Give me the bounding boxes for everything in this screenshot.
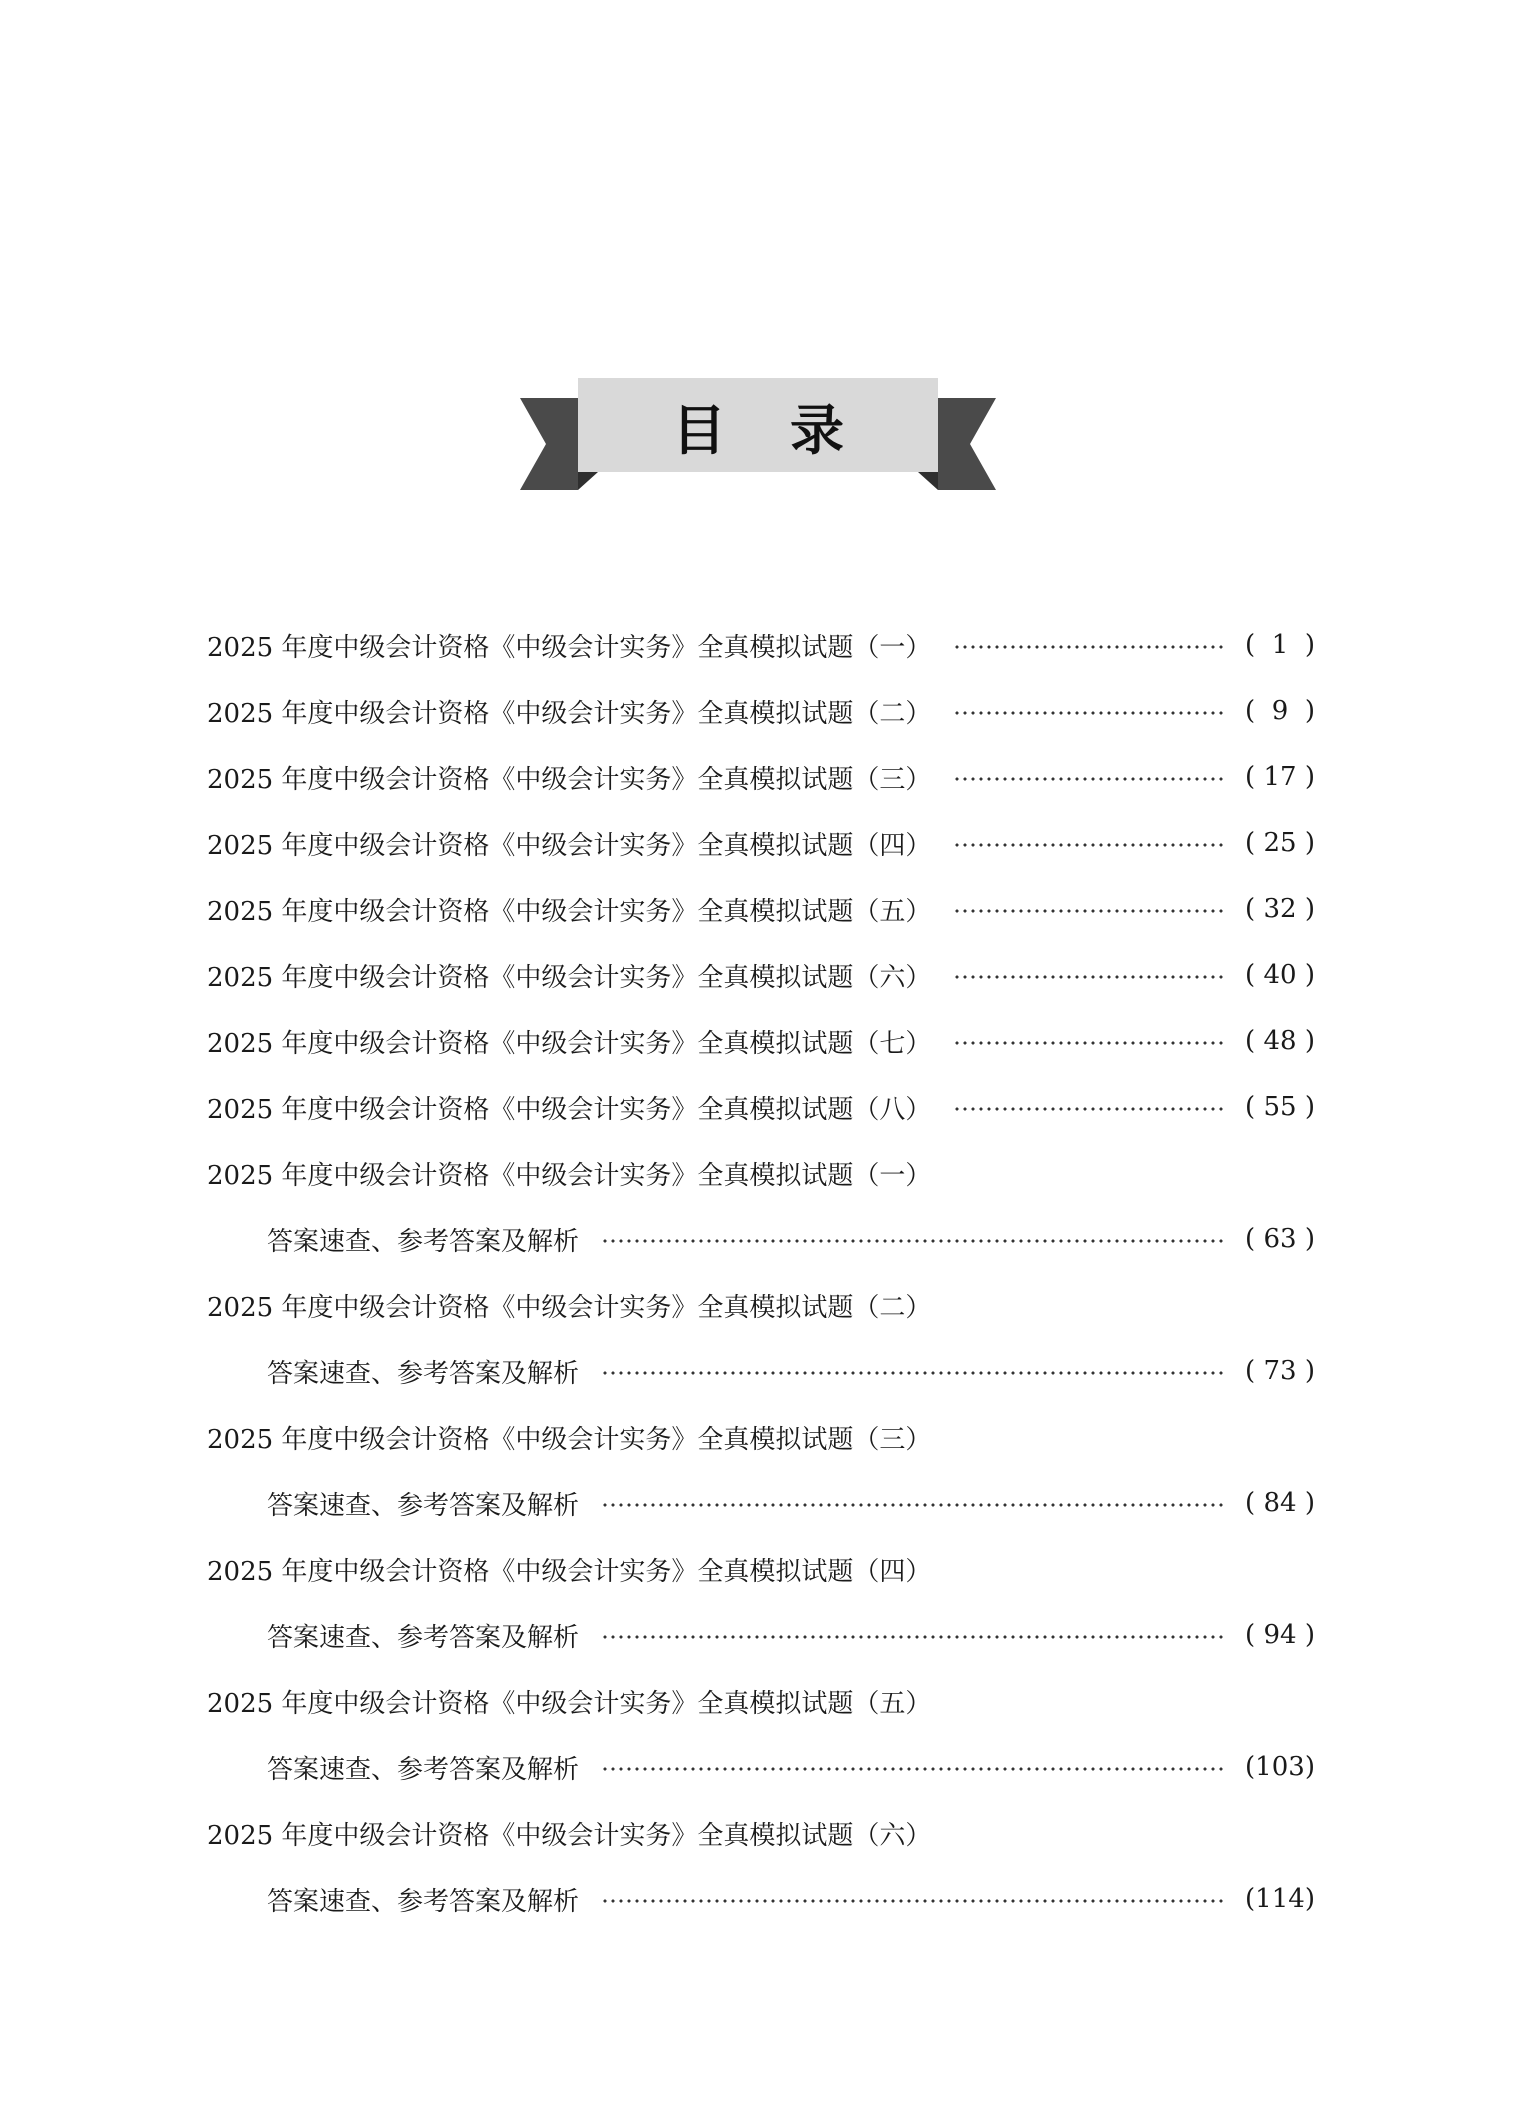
page-number (1245, 960, 1315, 990)
toc-entry-title: 2025 年度中级会计资格《中级会计实务》全真模拟试题（五） (207, 896, 932, 927)
toc-entry-title: 答案速查、参考答案及解析 (267, 1226, 580, 1257)
page-paren-open: ( (1245, 1224, 1256, 1254)
page-number (1245, 1224, 1315, 1254)
toc-entry-title: 2025 年度中级会计资格《中级会计实务》全真模拟试题（三） (207, 1424, 932, 1455)
toc-entry-title: 2025 年度中级会计资格《中级会计实务》全真模拟试题（二） (207, 698, 932, 729)
page-number-value: 1 (1271, 630, 1289, 660)
page-paren-close: ) (1304, 1026, 1315, 1056)
page-paren-close: ) (1304, 960, 1315, 990)
toc-entry-title: 2025 年度中级会计资格《中级会计实务》全真模拟试题（一） (207, 1160, 932, 1191)
page-paren-close: ) (1304, 1884, 1315, 1914)
page-number-value: 73 (1263, 1356, 1297, 1386)
dot-leader (601, 1239, 1227, 1243)
toc-sub-entry[interactable] (207, 1338, 1315, 1404)
page-paren-open: ( (1245, 1752, 1256, 1782)
page-paren-open: ( (1245, 1488, 1256, 1518)
ribbon-left-fold (578, 472, 598, 490)
toc-entry-title: 答案速查、参考答案及解析 (267, 1490, 580, 1521)
page-paren-open: ( (1245, 894, 1256, 924)
toc-entry-title: 2025 年度中级会计资格《中级会计实务》全真模拟试题（六） (207, 962, 932, 993)
page-paren-close: ) (1304, 1620, 1315, 1650)
page-number-value: 63 (1263, 1224, 1297, 1254)
page-number (1245, 630, 1315, 660)
toc-entry[interactable] (207, 744, 1315, 810)
page-number-value: 25 (1263, 828, 1297, 858)
page-paren-open: ( (1245, 1356, 1256, 1386)
toc-entry-title: 2025 年度中级会计资格《中级会计实务》全真模拟试题（三） (207, 764, 932, 795)
toc-sub-entry[interactable] (207, 1206, 1315, 1272)
page-paren-open: ( (1245, 696, 1256, 726)
page-paren-close: ) (1304, 1752, 1315, 1782)
toc-entry-title: 2025 年度中级会计资格《中级会计实务》全真模拟试题（一） (207, 632, 932, 663)
ribbon-left-tail (520, 398, 578, 490)
toc-entry[interactable] (207, 1074, 1315, 1140)
page-number (1245, 762, 1315, 792)
page-paren-close: ) (1304, 1092, 1315, 1122)
page-paren-close: ) (1304, 696, 1315, 726)
page-paren-open: ( (1245, 1620, 1256, 1650)
dot-leader (953, 777, 1227, 781)
page-paren-close: ) (1304, 1488, 1315, 1518)
toc-sub-entry[interactable] (207, 1470, 1315, 1536)
dot-leader (601, 1371, 1227, 1375)
dot-leader (953, 645, 1227, 649)
page-number-value: 48 (1263, 1026, 1297, 1056)
toc-entry-title: 2025 年度中级会计资格《中级会计实务》全真模拟试题（五） (207, 1688, 932, 1719)
page-number-value: 94 (1263, 1620, 1297, 1650)
toc-entry[interactable] (207, 810, 1315, 876)
page-number-value: 84 (1263, 1488, 1297, 1518)
dot-leader (953, 1107, 1227, 1111)
dot-leader (953, 1041, 1227, 1045)
toc-entry-title: 2025 年度中级会计资格《中级会计实务》全真模拟试题（七） (207, 1028, 932, 1059)
toc-entry[interactable] (207, 1668, 1315, 1734)
toc-entry[interactable] (207, 1404, 1315, 1470)
toc-entry[interactable] (207, 1008, 1315, 1074)
toc-entry[interactable] (207, 942, 1315, 1008)
page-paren-open: ( (1245, 960, 1256, 990)
page-number (1245, 696, 1315, 726)
page-paren-open: ( (1245, 1092, 1256, 1122)
ribbon-right-tail (938, 398, 996, 490)
page-paren-close: ) (1304, 828, 1315, 858)
page-number-value: 40 (1263, 960, 1297, 990)
page-number (1245, 1092, 1315, 1122)
toc-entry[interactable] (207, 1272, 1315, 1338)
page-paren-open: ( (1245, 828, 1256, 858)
page-number-value: 55 (1263, 1092, 1297, 1122)
ribbon-right-fold (918, 472, 938, 490)
dot-leader (601, 1503, 1227, 1507)
page-paren-close: ) (1304, 894, 1315, 924)
title-banner (520, 378, 996, 496)
page-number-value: 17 (1263, 762, 1297, 792)
toc-entry-title: 答案速查、参考答案及解析 (267, 1622, 580, 1653)
toc-entry[interactable] (207, 612, 1315, 678)
dot-leader (601, 1899, 1227, 1903)
page-number-value: 32 (1263, 894, 1297, 924)
toc-entry[interactable] (207, 1800, 1315, 1866)
toc-entry[interactable] (207, 1536, 1315, 1602)
page-paren-open: ( (1245, 1884, 1256, 1914)
page-number (1245, 828, 1315, 858)
toc-entry-title: 2025 年度中级会计资格《中级会计实务》全真模拟试题（二） (207, 1292, 932, 1323)
page-number (1245, 1356, 1315, 1386)
toc-sub-entry[interactable] (207, 1866, 1315, 1932)
toc-sub-entry[interactable] (207, 1602, 1315, 1668)
page-number-value: 9 (1271, 696, 1289, 726)
dot-leader (601, 1767, 1227, 1771)
toc-sub-entry[interactable] (207, 1734, 1315, 1800)
page-number (1245, 894, 1315, 924)
toc-entry-title: 答案速查、参考答案及解析 (267, 1754, 580, 1785)
toc-entry-title: 2025 年度中级会计资格《中级会计实务》全真模拟试题（八） (207, 1094, 932, 1125)
dot-leader (601, 1635, 1227, 1639)
toc-entry-title: 2025 年度中级会计资格《中级会计实务》全真模拟试题（四） (207, 1556, 932, 1587)
page-number (1245, 1620, 1315, 1650)
toc-entry-title: 答案速查、参考答案及解析 (267, 1886, 580, 1917)
page-paren-open: ( (1245, 1026, 1256, 1056)
page-paren-open: ( (1245, 762, 1256, 792)
page-number-value: 103 (1255, 1752, 1305, 1782)
page-paren-close: ) (1304, 762, 1315, 792)
toc-entry[interactable] (207, 876, 1315, 942)
table-of-contents (207, 612, 1315, 1932)
dot-leader (953, 843, 1227, 847)
toc-entry[interactable] (207, 678, 1315, 744)
page-number (1245, 1026, 1315, 1056)
dot-leader (953, 909, 1227, 913)
toc-entry[interactable] (207, 1140, 1315, 1206)
dot-leader (953, 711, 1227, 715)
page-paren-open: ( (1245, 630, 1256, 660)
page-paren-close: ) (1304, 1356, 1315, 1386)
page-number-value: 114 (1255, 1884, 1305, 1914)
toc-entry-title: 答案速查、参考答案及解析 (267, 1358, 580, 1389)
toc-entry-title: 2025 年度中级会计资格《中级会计实务》全真模拟试题（六） (207, 1820, 932, 1851)
page-paren-close: ) (1304, 630, 1315, 660)
page-number (1245, 1488, 1315, 1518)
toc-entry-title: 2025 年度中级会计资格《中级会计实务》全真模拟试题（四） (207, 830, 932, 861)
page-paren-close: ) (1304, 1224, 1315, 1254)
page-number (1245, 1884, 1315, 1914)
page-title: 目录 (672, 398, 908, 462)
dot-leader (953, 975, 1227, 979)
page-number (1245, 1752, 1315, 1782)
